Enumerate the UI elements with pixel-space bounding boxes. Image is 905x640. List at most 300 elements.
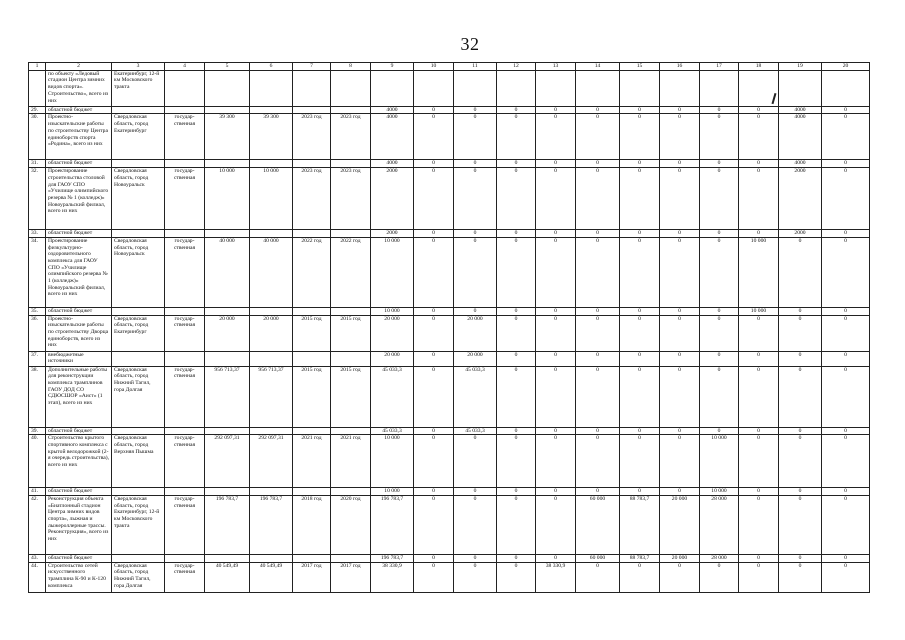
column-number-cell: 19 [779, 63, 822, 71]
table-cell: 0 [620, 435, 660, 488]
table-cell: Свердловская область, город Екатеринбург, 12-й км Московского тракта [112, 495, 165, 554]
table-cell [112, 106, 165, 114]
table-cell: 0 [414, 366, 454, 427]
table-cell: 36. [29, 315, 46, 351]
table-cell: 4000 [371, 114, 414, 160]
table-cell: 0 [739, 427, 779, 435]
table-cell: 0 [822, 307, 870, 315]
table-cell: 0 [454, 230, 497, 238]
table-cell: 0 [739, 106, 779, 114]
table-cell: 0 [497, 230, 536, 238]
table-cell: 0 [576, 307, 620, 315]
table-cell: 10 000 [371, 307, 414, 315]
table-cell: 0 [414, 435, 454, 488]
table-row [29, 230, 870, 238]
table-cell: 2018 год [293, 495, 331, 554]
table-cell: 0 [454, 114, 497, 160]
table-cell [293, 427, 331, 435]
table-cell: 0 [497, 562, 536, 592]
table-cell: 0 [620, 562, 660, 592]
table-cell: 196 783,7 [205, 495, 250, 554]
table-cell: 0 [536, 307, 576, 315]
table-cell: государ-ственная [165, 435, 205, 488]
table-cell [112, 488, 165, 496]
table-row [29, 562, 870, 592]
table-cell: 20 000 [660, 554, 700, 562]
table-cell: 2015 год [293, 366, 331, 427]
table-cell: 40. [29, 435, 46, 488]
column-number-cell: 18 [739, 63, 779, 71]
table-cell: 40 549,49 [205, 562, 250, 592]
table-cell: 0 [497, 237, 536, 307]
table-cell: 38. [29, 366, 46, 427]
table-cell: 0 [620, 307, 660, 315]
table-cell: 4000 [371, 160, 414, 168]
table-cell: 0 [497, 106, 536, 114]
table-cell: 2022 год [331, 237, 371, 307]
table-cell: 0 [454, 488, 497, 496]
table-cell: 0 [700, 160, 739, 168]
budget-table [28, 62, 870, 593]
column-number-cell: 8 [331, 63, 371, 71]
column-number-cell: 5 [205, 63, 250, 71]
table-cell: 0 [700, 106, 739, 114]
table-row [29, 106, 870, 114]
table-cell: государ-ственная [165, 114, 205, 160]
table-cell [250, 106, 293, 114]
table-cell: 0 [700, 562, 739, 592]
table-body [29, 70, 870, 592]
column-number-cell: 20 [822, 63, 870, 71]
table-cell: 0 [454, 307, 497, 315]
table-cell: государ-ственная [165, 366, 205, 427]
table-cell [371, 70, 414, 106]
table-cell: областной бюджет [46, 488, 112, 496]
table-cell: 0 [822, 554, 870, 562]
table-cell: 0 [779, 435, 822, 488]
table-cell: 0 [660, 106, 700, 114]
table-cell [536, 70, 576, 106]
table-cell: 20 000 [371, 315, 414, 351]
table-cell: 0 [700, 366, 739, 427]
table-cell: 20 000 [454, 315, 497, 351]
table-cell: Строительство крытого спортивного комплекса с крытой велодорожкой (2-я очередь строительства), всего из них [46, 435, 112, 488]
table-cell: 0 [620, 114, 660, 160]
table-cell: 2000 [371, 230, 414, 238]
table-cell: 41. [29, 488, 46, 496]
table-cell: 0 [660, 435, 700, 488]
table-cell: 956 713,37 [250, 366, 293, 427]
table-cell [165, 106, 205, 114]
table-row [29, 495, 870, 554]
table-cell: 0 [660, 230, 700, 238]
table-cell: 39. [29, 427, 46, 435]
table-cell [205, 427, 250, 435]
table-cell [293, 70, 331, 106]
table-cell: 0 [576, 562, 620, 592]
table-cell: областной бюджет [46, 230, 112, 238]
table-cell: 0 [576, 168, 620, 230]
table-cell: областной бюджет [46, 427, 112, 435]
table-cell: 0 [414, 168, 454, 230]
table-row [29, 160, 870, 168]
table-cell: 0 [700, 351, 739, 366]
table-cell: 0 [700, 114, 739, 160]
table-cell: 0 [779, 562, 822, 592]
table-cell: 0 [576, 315, 620, 351]
table-cell: 0 [822, 488, 870, 496]
table-cell: 0 [822, 562, 870, 592]
table-cell: 29. [29, 106, 46, 114]
table-cell: 2021 год [331, 435, 371, 488]
table-cell: Строительство сетей искусственного трамплина К-90 и К-120 комплекса [46, 562, 112, 592]
table-cell [112, 230, 165, 238]
table-cell: 39 300 [250, 114, 293, 160]
table-row [29, 307, 870, 315]
table-cell: 0 [536, 230, 576, 238]
table-cell: 0 [779, 495, 822, 554]
table-cell: 4000 [779, 106, 822, 114]
table-cell [331, 70, 371, 106]
table-cell: Реконструкция объекта «Биатлонный стадион Центра зимних видов спорта», лыжная и лыжероллерные трассы. Реконструкция», всего из них [46, 495, 112, 554]
table-cell: 0 [700, 427, 739, 435]
table-cell: Проектирование строительства столовой для ГАОУ СПО «Училище олимпийского резерва № 1 (колледж)» Новоуральский филиал, всего из них [46, 168, 112, 230]
table-cell: 0 [739, 435, 779, 488]
table-row [29, 114, 870, 160]
table-cell: Свердловская область, город Нижний Тагил, гора Долгая [112, 562, 165, 592]
table-cell: 0 [620, 315, 660, 351]
table-cell [205, 488, 250, 496]
table-cell [112, 427, 165, 435]
table-cell: Свердловская область, город Нижний Тагил, гора Долгая [112, 366, 165, 427]
table-cell: 10 000 [700, 435, 739, 488]
table-cell: 0 [822, 427, 870, 435]
table-cell: 10 000 [371, 435, 414, 488]
table-row [29, 554, 870, 562]
table-cell: 0 [536, 106, 576, 114]
table-cell [165, 307, 205, 315]
table-cell [293, 106, 331, 114]
table-cell: 2017 год [331, 562, 371, 592]
table-cell: 2015 год [293, 315, 331, 351]
table-cell: 0 [620, 427, 660, 435]
table-cell [205, 307, 250, 315]
table-cell: 0 [536, 237, 576, 307]
table-cell: Свердловская область, город Новоуральск [112, 237, 165, 307]
table-cell: 0 [576, 435, 620, 488]
table-cell [331, 160, 371, 168]
table-cell: 0 [414, 315, 454, 351]
table-cell: 0 [497, 351, 536, 366]
table-cell: 88 783,7 [620, 495, 660, 554]
table-cell: 2023 год [331, 114, 371, 160]
table-cell [293, 554, 331, 562]
table-cell: 0 [700, 168, 739, 230]
table-cell [250, 351, 293, 366]
table-cell: 0 [739, 488, 779, 496]
table-cell: 0 [497, 168, 536, 230]
table-cell: 0 [620, 160, 660, 168]
table-cell: 196 783,7 [371, 495, 414, 554]
table-cell: 0 [660, 315, 700, 351]
table-cell [331, 307, 371, 315]
table-cell: Свердловская область, город Екатеринбург [112, 114, 165, 160]
table-cell: 0 [620, 366, 660, 427]
column-number-cell: 9 [371, 63, 414, 71]
table-cell [576, 70, 620, 106]
column-number-row [29, 63, 870, 71]
table-cell: 2015 год [331, 315, 371, 351]
table-cell: по объекту «Ледовый стадион Центра зимних видов спорта». Строительство», всего из них [46, 70, 112, 106]
table-cell: 34. [29, 237, 46, 307]
table-cell: 0 [576, 488, 620, 496]
table-cell: 0 [660, 307, 700, 315]
table-cell: 0 [822, 230, 870, 238]
table-cell [112, 351, 165, 366]
table-cell [165, 427, 205, 435]
table-cell: 0 [779, 366, 822, 427]
table-cell: 0 [620, 488, 660, 496]
table-cell: 0 [536, 427, 576, 435]
table-cell [29, 70, 46, 106]
table-cell: 0 [414, 160, 454, 168]
column-number-cell: 12 [497, 63, 536, 71]
table-cell: 2023 год [293, 114, 331, 160]
table-cell: 0 [414, 554, 454, 562]
table-cell: 60 000 [576, 554, 620, 562]
table-cell [293, 307, 331, 315]
table-cell [250, 307, 293, 315]
table-cell: 0 [739, 230, 779, 238]
column-number-cell: 6 [250, 63, 293, 71]
table-cell: Свердловская область, город Верхняя Пышма [112, 435, 165, 488]
table-cell: 10 000 [739, 237, 779, 307]
table-cell: 28 000 [700, 495, 739, 554]
page-number: 32 [460, 34, 480, 54]
table-cell: государ-ственная [165, 168, 205, 230]
table-cell: 60 000 [576, 495, 620, 554]
table-cell: 44. [29, 562, 46, 592]
column-number-cell: 13 [536, 63, 576, 71]
table-cell: 4000 [779, 160, 822, 168]
table-cell: 0 [779, 315, 822, 351]
table-cell: 0 [822, 495, 870, 554]
table-cell: 0 [576, 160, 620, 168]
table-cell [250, 70, 293, 106]
table-cell: 0 [620, 237, 660, 307]
column-number-cell: 2 [46, 63, 112, 71]
column-number-cell: 7 [293, 63, 331, 71]
table-cell: 0 [576, 114, 620, 160]
table-cell: 0 [700, 230, 739, 238]
table-cell [779, 70, 822, 106]
table-cell [454, 70, 497, 106]
table-cell [250, 488, 293, 496]
table-row [29, 315, 870, 351]
table-cell: 0 [576, 351, 620, 366]
table-cell: 2015 год [331, 366, 371, 427]
table-cell: 0 [660, 351, 700, 366]
table-cell: Проектирование физкультурно-оздоровительного комплекса для ГАОУ СПО «Училище олимпийского резерва № 1 (колледж)» Новоуральский филиал, всего из них [46, 237, 112, 307]
table-cell: 196 783,7 [250, 495, 293, 554]
table-cell: внебюджетные источники [46, 351, 112, 366]
table-cell: 0 [454, 168, 497, 230]
table-cell: 0 [779, 237, 822, 307]
table-cell [660, 70, 700, 106]
table-cell: 0 [414, 106, 454, 114]
table-cell: 2022 год [293, 237, 331, 307]
table-cell: 38 330,9 [371, 562, 414, 592]
table-row [29, 435, 870, 488]
table-cell: 88 783,7 [620, 554, 660, 562]
table-cell: 33. [29, 230, 46, 238]
table-cell: 0 [620, 106, 660, 114]
table-cell: областной бюджет [46, 160, 112, 168]
table-cell [165, 351, 205, 366]
table-cell [331, 106, 371, 114]
table-cell [205, 70, 250, 106]
table-cell: 0 [497, 488, 536, 496]
table-cell: 10 000 [739, 307, 779, 315]
table-cell: 0 [536, 315, 576, 351]
table-cell: 0 [497, 427, 536, 435]
column-number-cell: 17 [700, 63, 739, 71]
table-cell: 0 [497, 435, 536, 488]
table-cell: 0 [497, 366, 536, 427]
table-cell [165, 70, 205, 106]
table-cell: 0 [822, 237, 870, 307]
table-cell: 45 033,3 [454, 427, 497, 435]
table-cell: 956 713,37 [205, 366, 250, 427]
table-row [29, 70, 870, 106]
table-cell: 0 [414, 351, 454, 366]
table-cell: 0 [822, 160, 870, 168]
table-cell: 0 [700, 307, 739, 315]
table-cell: 42. [29, 495, 46, 554]
table-cell: 0 [739, 160, 779, 168]
table-cell: 0 [660, 237, 700, 307]
table-cell [165, 488, 205, 496]
table-cell: областной бюджет [46, 554, 112, 562]
table-cell [620, 70, 660, 106]
table-cell [205, 554, 250, 562]
table-cell: 0 [822, 435, 870, 488]
table-cell: Дополнительные работы для реконструкции комплекса трамплинов ГАОУ ДОД СО СДЮСШОР «Аист» (1 этап), всего из них [46, 366, 112, 427]
table-cell: 0 [454, 160, 497, 168]
table-cell: 0 [536, 554, 576, 562]
table-cell: 2017 год [293, 562, 331, 592]
column-number-cell: 3 [112, 63, 165, 71]
table-cell: 0 [620, 351, 660, 366]
table-cell: 0 [414, 562, 454, 592]
table-cell: 0 [536, 435, 576, 488]
table-cell: 0 [779, 351, 822, 366]
table-cell: 2023 год [331, 168, 371, 230]
table-cell: 10 000 [700, 488, 739, 496]
table-cell [331, 488, 371, 496]
table-cell [165, 230, 205, 238]
column-number-cell: 11 [454, 63, 497, 71]
table-cell: 0 [454, 554, 497, 562]
table-cell: 45 033,3 [454, 366, 497, 427]
table-row [29, 237, 870, 307]
table-cell: 2000 [371, 168, 414, 230]
table-cell: 0 [620, 168, 660, 230]
table-cell: 20 000 [250, 315, 293, 351]
table-cell [331, 351, 371, 366]
table-cell: 2023 год [293, 168, 331, 230]
table-cell [293, 351, 331, 366]
table-cell: областной бюджет [46, 106, 112, 114]
table-cell: 0 [739, 114, 779, 160]
table-cell: 0 [739, 495, 779, 554]
table-cell: 0 [739, 351, 779, 366]
table-cell: 39 300 [205, 114, 250, 160]
table-cell: 0 [497, 114, 536, 160]
table-cell: 0 [497, 160, 536, 168]
table-cell [331, 427, 371, 435]
table-cell: 20 000 [660, 495, 700, 554]
table-cell: 37. [29, 351, 46, 366]
table-cell [497, 70, 536, 106]
table-cell: 0 [779, 307, 822, 315]
table-cell: 0 [497, 495, 536, 554]
table-cell: 0 [660, 114, 700, 160]
table-cell [822, 70, 870, 106]
table-cell: 292 097,31 [250, 435, 293, 488]
table-cell [165, 554, 205, 562]
column-number-cell: 16 [660, 63, 700, 71]
column-number-cell: 4 [165, 63, 205, 71]
table-cell: Проектно-изыскательские работы по строительству Центра единоборств спорта «Родина», всего из них [46, 114, 112, 160]
table-cell: 40 000 [250, 237, 293, 307]
table-cell [293, 230, 331, 238]
table-cell [250, 160, 293, 168]
table-cell: 40 549,49 [250, 562, 293, 592]
table-cell: 0 [739, 168, 779, 230]
table-cell: 0 [739, 562, 779, 592]
table-cell [414, 70, 454, 106]
table-row [29, 427, 870, 435]
table-cell: 0 [660, 427, 700, 435]
table-cell: Свердловская область, город Новоуральск [112, 168, 165, 230]
table-cell: 0 [454, 237, 497, 307]
table-cell: 0 [414, 427, 454, 435]
table-cell: 20 000 [205, 315, 250, 351]
table-cell: 0 [822, 168, 870, 230]
table-cell: 0 [700, 315, 739, 351]
table-row [29, 366, 870, 427]
table-row [29, 351, 870, 366]
table-cell: 2020 год [331, 495, 371, 554]
table-cell: 0 [414, 230, 454, 238]
table-cell [700, 70, 739, 106]
table-cell: 0 [822, 351, 870, 366]
table-cell: 0 [454, 106, 497, 114]
table-cell: 0 [739, 554, 779, 562]
table-cell: государ-ственная [165, 315, 205, 351]
table-cell: 2000 [779, 230, 822, 238]
table-cell: 20 000 [371, 351, 414, 366]
table-cell: 35. [29, 307, 46, 315]
table-cell: государ-ственная [165, 237, 205, 307]
table-cell: государ-ственная [165, 495, 205, 554]
table-cell: 2000 [779, 168, 822, 230]
table-cell: 0 [660, 488, 700, 496]
table-cell: 0 [536, 351, 576, 366]
table-cell [250, 230, 293, 238]
table-cell: 45 033,3 [371, 427, 414, 435]
